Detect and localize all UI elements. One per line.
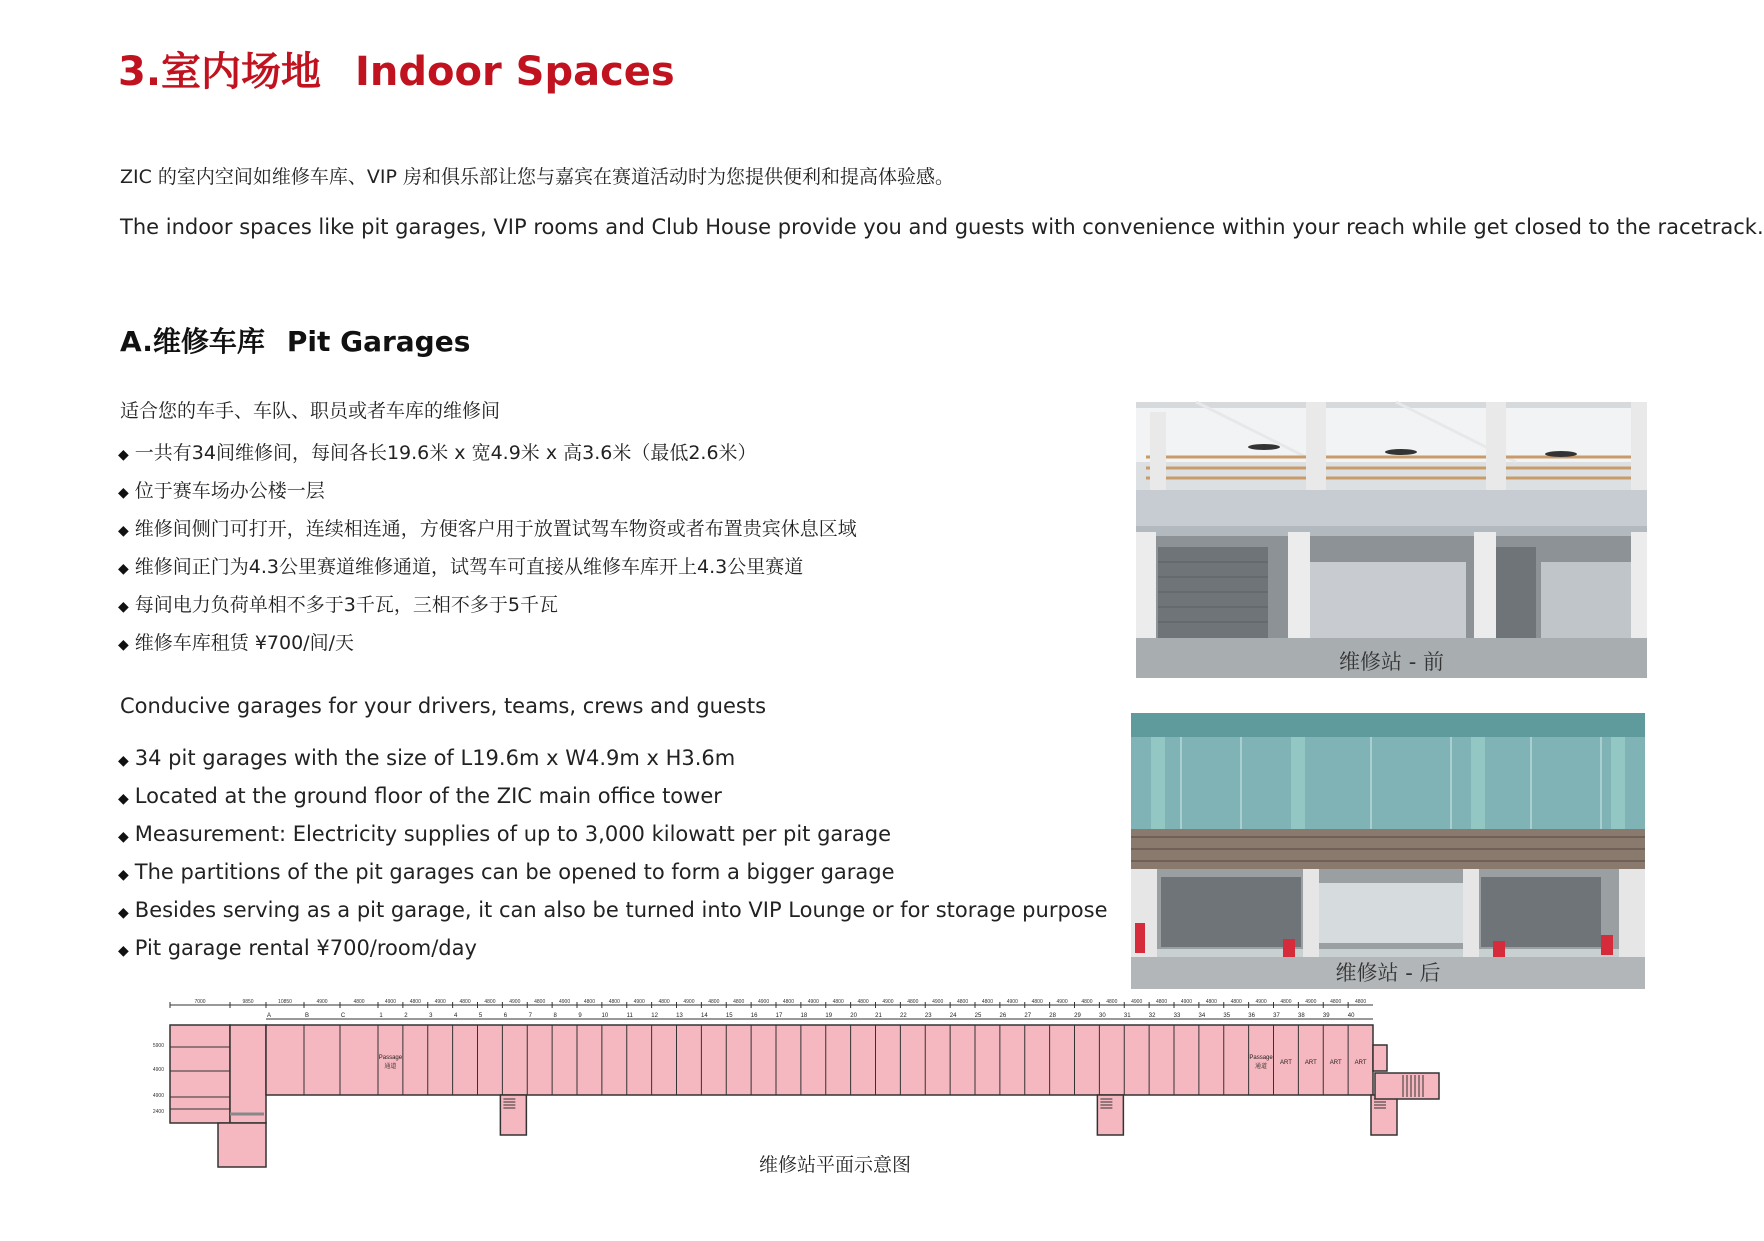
plan-dimension-value: 4800 (733, 999, 745, 1005)
bullet-diamond-icon: ◆ (118, 867, 129, 883)
plan-bay-label: 13 (676, 1013, 683, 1019)
photo-rear-illustration (1131, 713, 1645, 989)
plan-bay-label: 3 (429, 1013, 433, 1019)
plan-bay-label: 17 (775, 1013, 783, 1019)
plan-bay-label: 6 (503, 1013, 508, 1019)
plan-dimension-value: 4800 (534, 999, 546, 1005)
plan-dimension-value: 4900 (1255, 999, 1267, 1005)
plan-dimension-value: 4800 (708, 999, 720, 1005)
plan-passage-label-cn: 通道 (1255, 1064, 1268, 1070)
bullet-item-cn (118, 586, 857, 624)
plan-bay-label: 7 (528, 1013, 532, 1019)
bullet-diamond-icon: ◆ (118, 447, 129, 463)
plan-dimension-value: 4800 (484, 999, 496, 1005)
photo-pit-garage-rear (1131, 713, 1645, 989)
plan-dimension-value: 4800 (957, 999, 969, 1005)
plan-bay-label: 24 (949, 1013, 957, 1019)
plan-art-label: ART (1279, 1060, 1292, 1066)
plan-bay-label: B (304, 1013, 310, 1019)
page-title (118, 40, 675, 97)
photo-rear-caption: 维修站 - 后 (1335, 961, 1441, 985)
plan-dimension-row (170, 999, 1373, 1008)
bullet-item-en (118, 891, 1108, 929)
bullet-item-en (118, 739, 1108, 777)
floor-plan-caption: 维修站平面示意图 (758, 1154, 911, 1176)
plan-bay-label: 31 (1123, 1013, 1131, 1019)
plan-dimension-value: 4900 (758, 999, 770, 1005)
bullet-diamond-icon: ◆ (118, 943, 129, 959)
plan-bay-label: 10 (601, 1013, 609, 1019)
bullet-text: 维修车库租赁 ¥700/间/天 (134, 632, 354, 654)
page-title-en: Indoor Spaces (355, 49, 675, 95)
plan-dimension-value: 10850 (278, 999, 292, 1005)
plan-bay-label: 37 (1273, 1013, 1280, 1019)
plan-dimension-value: 4900 (882, 999, 894, 1005)
plan-art-label: ART (1304, 1060, 1317, 1066)
plan-dimension-value: 4800 (1106, 999, 1118, 1005)
plan-bay-label: 20 (850, 1013, 857, 1019)
plan-dimension-value: 4900 (509, 999, 521, 1005)
plan-bay-label: 14 (701, 1013, 708, 1019)
plan-dimension-value: 4800 (1031, 999, 1043, 1005)
bullet-diamond-icon: ◆ (118, 905, 129, 921)
plan-bay-label: 18 (800, 1013, 808, 1019)
plan-dimension-value: 4800 (658, 999, 670, 1005)
plan-stair-tower (1371, 1095, 1397, 1135)
plan-bay-label-row (266, 1013, 1373, 1019)
plan-bay-label: 19 (825, 1013, 833, 1019)
bullet-diamond-icon: ◆ (118, 561, 129, 577)
bullet-item-cn (118, 624, 857, 662)
plan-bay-label: 26 (999, 1013, 1007, 1019)
bullet-diamond-icon: ◆ (118, 829, 129, 845)
bullet-text: 34 pit garages with the size of L19.6m x W4.9m x H3.6m (134, 746, 736, 770)
bullet-diamond-icon: ◆ (118, 485, 129, 501)
photo-front-illustration (1136, 402, 1647, 678)
bullet-text: 每间电力负荷单相不多于3千瓦，三相不多于5千瓦 (134, 594, 558, 616)
bullet-text: 维修间侧门可打开，连续相连通，方便客户用于放置试驾车物资或者布置贵宾休息区域 (134, 518, 857, 540)
plan-bay-label: 34 (1198, 1013, 1206, 1019)
plan-dimension-value: 4800 (1280, 999, 1292, 1005)
plan-dimension-value: 4900 (1180, 999, 1192, 1005)
bullet-item-cn (118, 510, 857, 548)
bullet-diamond-icon: ◆ (118, 599, 129, 615)
bullet-text: Pit garage rental ¥700/room/day (134, 936, 477, 960)
plan-bay-label: 33 (1173, 1013, 1181, 1019)
bullet-item-cn (118, 434, 857, 472)
intro-text-cn: ZIC 的室内空间如维修车库、VIP 房和俱乐部让您与嘉宾在赛道活动时为您提供便利和提高体验感。 (120, 166, 955, 188)
plan-bay-label: 36 (1248, 1013, 1255, 1019)
plan-passage-label: Passage (1249, 1055, 1273, 1061)
section-heading-cn: A.维修车库 (120, 325, 265, 358)
plan-bay-label: 12 (651, 1013, 658, 1019)
plan-stair-block (230, 1025, 266, 1123)
plan-art-label: ART (1329, 1060, 1342, 1066)
bullet-text: Located at the ground floor of the ZIC main office tower (134, 784, 722, 808)
plan-bay-label: 23 (924, 1013, 932, 1019)
plan-passage-label: Passage (378, 1055, 403, 1061)
plan-bay-label: A (266, 1013, 272, 1019)
plan-side-dimension: 4900 (152, 1093, 164, 1099)
plan-bay-label: 1 (379, 1013, 383, 1019)
plan-dimension-value: 4900 (1131, 999, 1143, 1005)
plan-bay-label: 2 (404, 1013, 408, 1019)
plan-bay-label: 5 (478, 1013, 483, 1019)
section-heading (120, 320, 470, 360)
plan-bay-label: 32 (1148, 1013, 1156, 1019)
bullet-item-en (118, 815, 1108, 853)
plan-dimension-value: 4900 (384, 999, 396, 1005)
plan-dimension-value: 4800 (608, 999, 620, 1005)
plan-passage-label-cn: 通道 (384, 1064, 397, 1070)
plan-dimension-value: 4800 (583, 999, 595, 1005)
bullet-text: 维修间正门为4.3公里赛道维修通道，试驾车可直接从维修车库开上4.3公里赛道 (134, 556, 804, 578)
plan-art-label: ART (1354, 1060, 1367, 1066)
plan-bay-label: 15 (725, 1013, 733, 1019)
plan-bay-label: 28 (1049, 1013, 1056, 1019)
plan-bay-label: 25 (974, 1013, 982, 1019)
plan-bay-label: 35 (1223, 1013, 1231, 1019)
photo-pit-garage-front (1136, 402, 1647, 678)
plan-dimension-value: 4900 (1305, 999, 1317, 1005)
plan-dimension-value: 9850 (242, 999, 254, 1005)
plan-dimension-value: 4800 (782, 999, 794, 1005)
plan-dimension-value: 4900 (633, 999, 645, 1005)
bullet-text: Measurement: Electricity supplies of up to 3,000 kilowatt per pit garage (134, 822, 892, 846)
plan-bay-label: C (340, 1013, 346, 1019)
plan-bay-label: 4 (453, 1013, 458, 1019)
intro-text-en: The indoor spaces like pit garages, VIP rooms and Club House provide you and guests with convenience within your reach while get closed to the racetrack. (120, 215, 1764, 239)
plan-dimension-value: 4800 (857, 999, 869, 1005)
bullet-text: Besides serving as a pit garage, it can also be turned into VIP Lounge or for storage purpose (134, 898, 1108, 922)
plan-side-dimension: 5900 (152, 1043, 164, 1049)
subtitle-cn: 适合您的车手、车队、职员或者车库的维修间 (120, 400, 501, 422)
plan-dimension-value: 4800 (409, 999, 421, 1005)
plan-stair-tower (1097, 1095, 1123, 1135)
plan-annex-block (218, 1123, 266, 1167)
plan-dimension-value: 4900 (1056, 999, 1068, 1005)
plan-bay-label: 22 (900, 1013, 907, 1019)
plan-dimension-value: 4800 (1330, 999, 1342, 1005)
plan-dimension-value: 4800 (1081, 999, 1093, 1005)
subtitle-en: Conducive garages for your drivers, teams, crews and guests (120, 694, 767, 718)
bullet-diamond-icon: ◆ (118, 753, 129, 769)
plan-dimension-value: 4900 (434, 999, 446, 1005)
plan-side-dimension: 2400 (152, 1109, 164, 1115)
plan-bay-label: 38 (1298, 1013, 1305, 1019)
plan-dimension-value: 4800 (1156, 999, 1168, 1005)
plan-dimension-value: 4800 (907, 999, 919, 1005)
plan-side-dimension: 4900 (152, 1067, 164, 1073)
plan-dimension-value: 4800 (459, 999, 471, 1005)
page-title-cn: 3.室内场地 (118, 49, 322, 95)
photo-front-caption: 维修站 - 前 (1339, 650, 1444, 674)
bullet-item-cn (118, 472, 857, 510)
plan-dimension-value: 4900 (1006, 999, 1018, 1005)
bullet-text: 一共有34间维修间，每间各长19.6米 x 宽4.9米 x 高3.6米（最低2.6米） (134, 442, 757, 464)
plan-bay-label: 40 (1347, 1013, 1355, 1019)
plan-bay-label: 29 (1074, 1013, 1081, 1019)
bullet-item-en (118, 853, 1108, 891)
plan-dimension-value: 4900 (683, 999, 695, 1005)
plan-bay-label: 11 (626, 1013, 633, 1019)
plan-bay-label: 16 (750, 1013, 758, 1019)
plan-dimension-value: 7000 (194, 999, 206, 1005)
plan-bay-label: 21 (875, 1013, 882, 1019)
plan-bay-label: 30 (1099, 1013, 1106, 1019)
plan-dimension-value: 4800 (981, 999, 993, 1005)
bullet-diamond-icon: ◆ (118, 791, 129, 807)
plan-side-dimensions (153, 1043, 164, 1115)
bullet-text: The partitions of the pit garages can be opened to form a bigger garage (134, 860, 895, 884)
plan-dimension-value: 4800 (1230, 999, 1242, 1005)
plan-stair-tower (500, 1095, 526, 1135)
plan-dimension-value: 4800 (832, 999, 844, 1005)
plan-bay-label: 8 (553, 1013, 557, 1019)
plan-dimension-value: 4900 (316, 999, 328, 1005)
plan-bay-label: 27 (1024, 1013, 1032, 1019)
plan-bay-label: 39 (1322, 1013, 1330, 1019)
plan-end-block (1373, 1045, 1387, 1071)
bullet-text: 位于赛车场办公楼一层 (134, 480, 325, 502)
bullet-item-en (118, 777, 1108, 815)
plan-dimension-value: 4800 (353, 999, 365, 1005)
plan-bay-label: 9 (578, 1013, 582, 1019)
bullet-diamond-icon: ◆ (118, 637, 129, 653)
plan-garage-strip (266, 1025, 1373, 1095)
plan-dimension-value: 4900 (932, 999, 944, 1005)
bullet-list-cn (118, 434, 857, 662)
plan-office-block (170, 1025, 230, 1123)
bullet-item-en (118, 929, 1108, 967)
plan-dimension-value: 4900 (807, 999, 819, 1005)
bullet-diamond-icon: ◆ (118, 523, 129, 539)
section-heading-en: Pit Garages (286, 325, 471, 358)
bullet-item-cn (118, 548, 857, 586)
plan-dimension-value: 4900 (559, 999, 571, 1005)
bullet-list-en (118, 739, 1108, 967)
plan-dimension-value: 4800 (1205, 999, 1217, 1005)
plan-body (170, 1025, 1439, 1167)
plan-dimension-value: 4800 (1355, 999, 1367, 1005)
